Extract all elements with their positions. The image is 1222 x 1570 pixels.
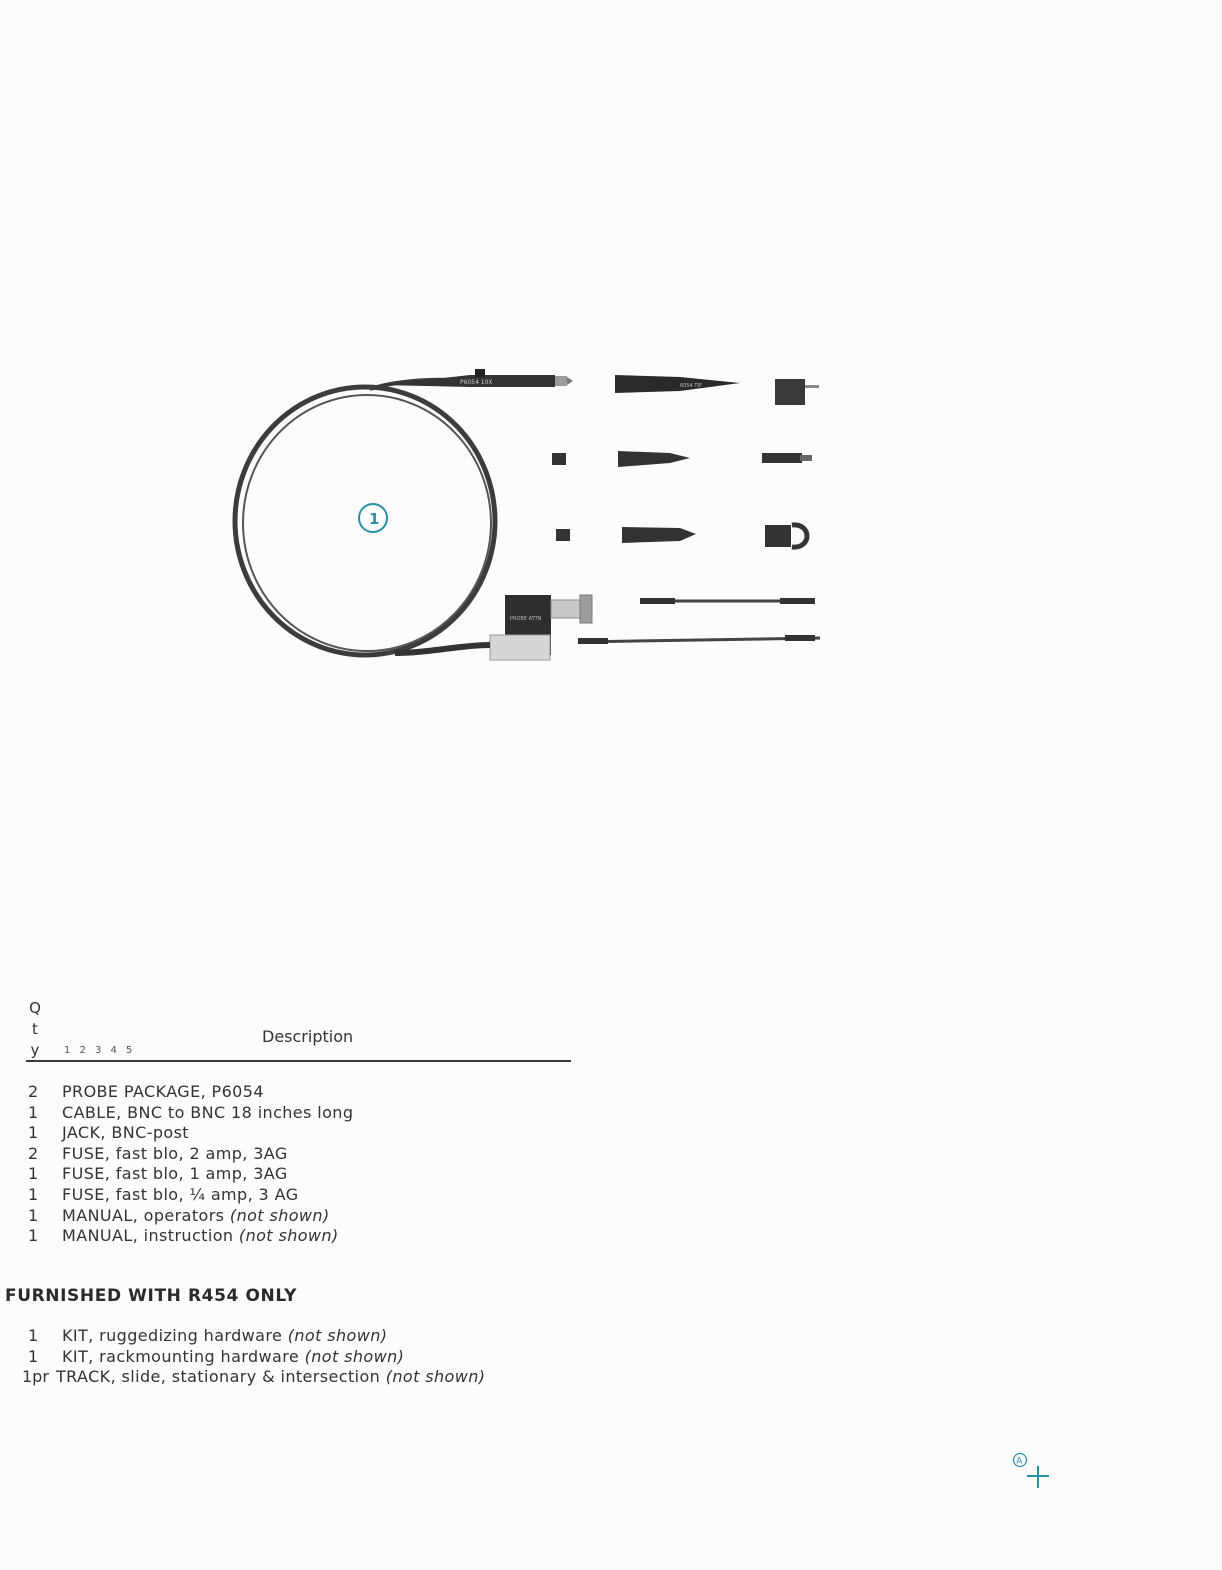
hook-tip-text: 6054 TIP: [680, 383, 702, 389]
description: TRACK, slide, stationary & intersection (not shown): [56, 1367, 486, 1387]
qty-column-header: [28, 998, 42, 1061]
parts-row: [26, 1123, 353, 1144]
ic-clip-claw: [792, 525, 807, 547]
ic-clip-body: [765, 525, 791, 547]
header-rule: [26, 1060, 571, 1062]
description: FUSE, fast blo, 2 amp, 3AG: [62, 1143, 288, 1163]
parts-list-r454: [22, 1326, 486, 1388]
ground-lead-lower-right-end: [785, 635, 815, 641]
parts-row: [26, 1326, 485, 1347]
description: JACK, BNC-post: [62, 1123, 189, 1143]
svg-text:A: A: [1016, 1456, 1023, 1467]
qty: 1: [28, 1184, 39, 1204]
insulating-cap-small: [556, 529, 570, 541]
accessories-illustration: [220, 355, 840, 685]
qty: 2: [28, 1082, 39, 1101]
qty-header-letter: y: [30, 1041, 40, 1059]
qty-header-letter: t: [32, 1020, 38, 1038]
bnc-post-jack-end: [800, 455, 812, 461]
section-title-r454: FURNISHED WITH R454 ONLY: [5, 1286, 298, 1306]
ground-lead-lower-left-end: [578, 638, 608, 644]
qty-header-letter: Q: [29, 999, 41, 1017]
qty: 1: [28, 1123, 39, 1143]
probe-body-text: P6054 10X: [460, 379, 493, 386]
column-number: 3: [95, 1045, 102, 1056]
qty: 2: [28, 1143, 39, 1163]
ground-lead-lower: [578, 638, 820, 642]
description: CABLE, BNC to BNC 18 inches long: [62, 1102, 354, 1122]
probe-tip: [567, 377, 573, 385]
qty: 1pr: [22, 1367, 49, 1387]
hook-tip: [615, 375, 740, 393]
column-numbers: [64, 1045, 142, 1056]
qty: 1: [28, 1326, 39, 1345]
parts-row: [26, 1185, 353, 1206]
column-number: 1: [64, 1045, 71, 1056]
column-number: 4: [110, 1045, 117, 1056]
parts-row: [26, 1206, 353, 1227]
ground-lead-upper-right-end: [780, 598, 815, 604]
description-header: Description: [262, 1027, 354, 1046]
callout-number: 1: [369, 510, 380, 528]
retractable-hook: [622, 527, 696, 543]
ground-lead-upper-left-end: [640, 598, 675, 604]
probe-nose: [555, 376, 567, 386]
qty: 1: [28, 1346, 39, 1366]
description: MANUAL, instruction (not shown): [62, 1226, 339, 1246]
description: KIT, rackmounting hardware (not shown): [62, 1346, 405, 1366]
bnc-adapter-base: [490, 635, 550, 660]
description: FUSE, fast blo, 1 amp, 3AG: [62, 1164, 288, 1184]
insulating-sleeve-small: [552, 453, 566, 465]
parts-row: [26, 1347, 485, 1368]
ground-clip-pins: [805, 385, 819, 388]
qty: 1: [28, 1102, 39, 1122]
description: MANUAL, operators (not shown): [62, 1205, 330, 1225]
qty: 1: [28, 1164, 39, 1184]
probe-package-figure: [220, 355, 840, 685]
revision-mark-icon: [1012, 1452, 1052, 1492]
qty: 1: [28, 1205, 39, 1225]
revision-mark: [1012, 1452, 1052, 1492]
parts-row: [26, 1164, 353, 1185]
column-number: 2: [79, 1045, 86, 1056]
column-number: 5: [126, 1045, 133, 1056]
parts-row: [22, 1367, 486, 1388]
bnc-post-jack: [762, 453, 802, 463]
parts-row: [26, 1144, 353, 1165]
qty: 1: [28, 1226, 39, 1246]
bnc-adapter-text: PROBE ATTN: [510, 616, 542, 622]
parts-list: [26, 1082, 353, 1247]
parts-row: [26, 1226, 353, 1247]
ground-clip: [775, 379, 805, 405]
description: KIT, ruggedizing hardware (not shown): [62, 1326, 388, 1345]
insulating-sleeve: [618, 451, 690, 467]
description: PROBE PACKAGE, P6054: [62, 1082, 264, 1101]
description: FUSE, fast blo, ¼ amp, 3 AG: [62, 1184, 299, 1204]
bnc-connector-end: [580, 595, 592, 623]
parts-row: [26, 1103, 353, 1124]
parts-row: [26, 1082, 353, 1103]
probe-collar: [475, 369, 485, 377]
